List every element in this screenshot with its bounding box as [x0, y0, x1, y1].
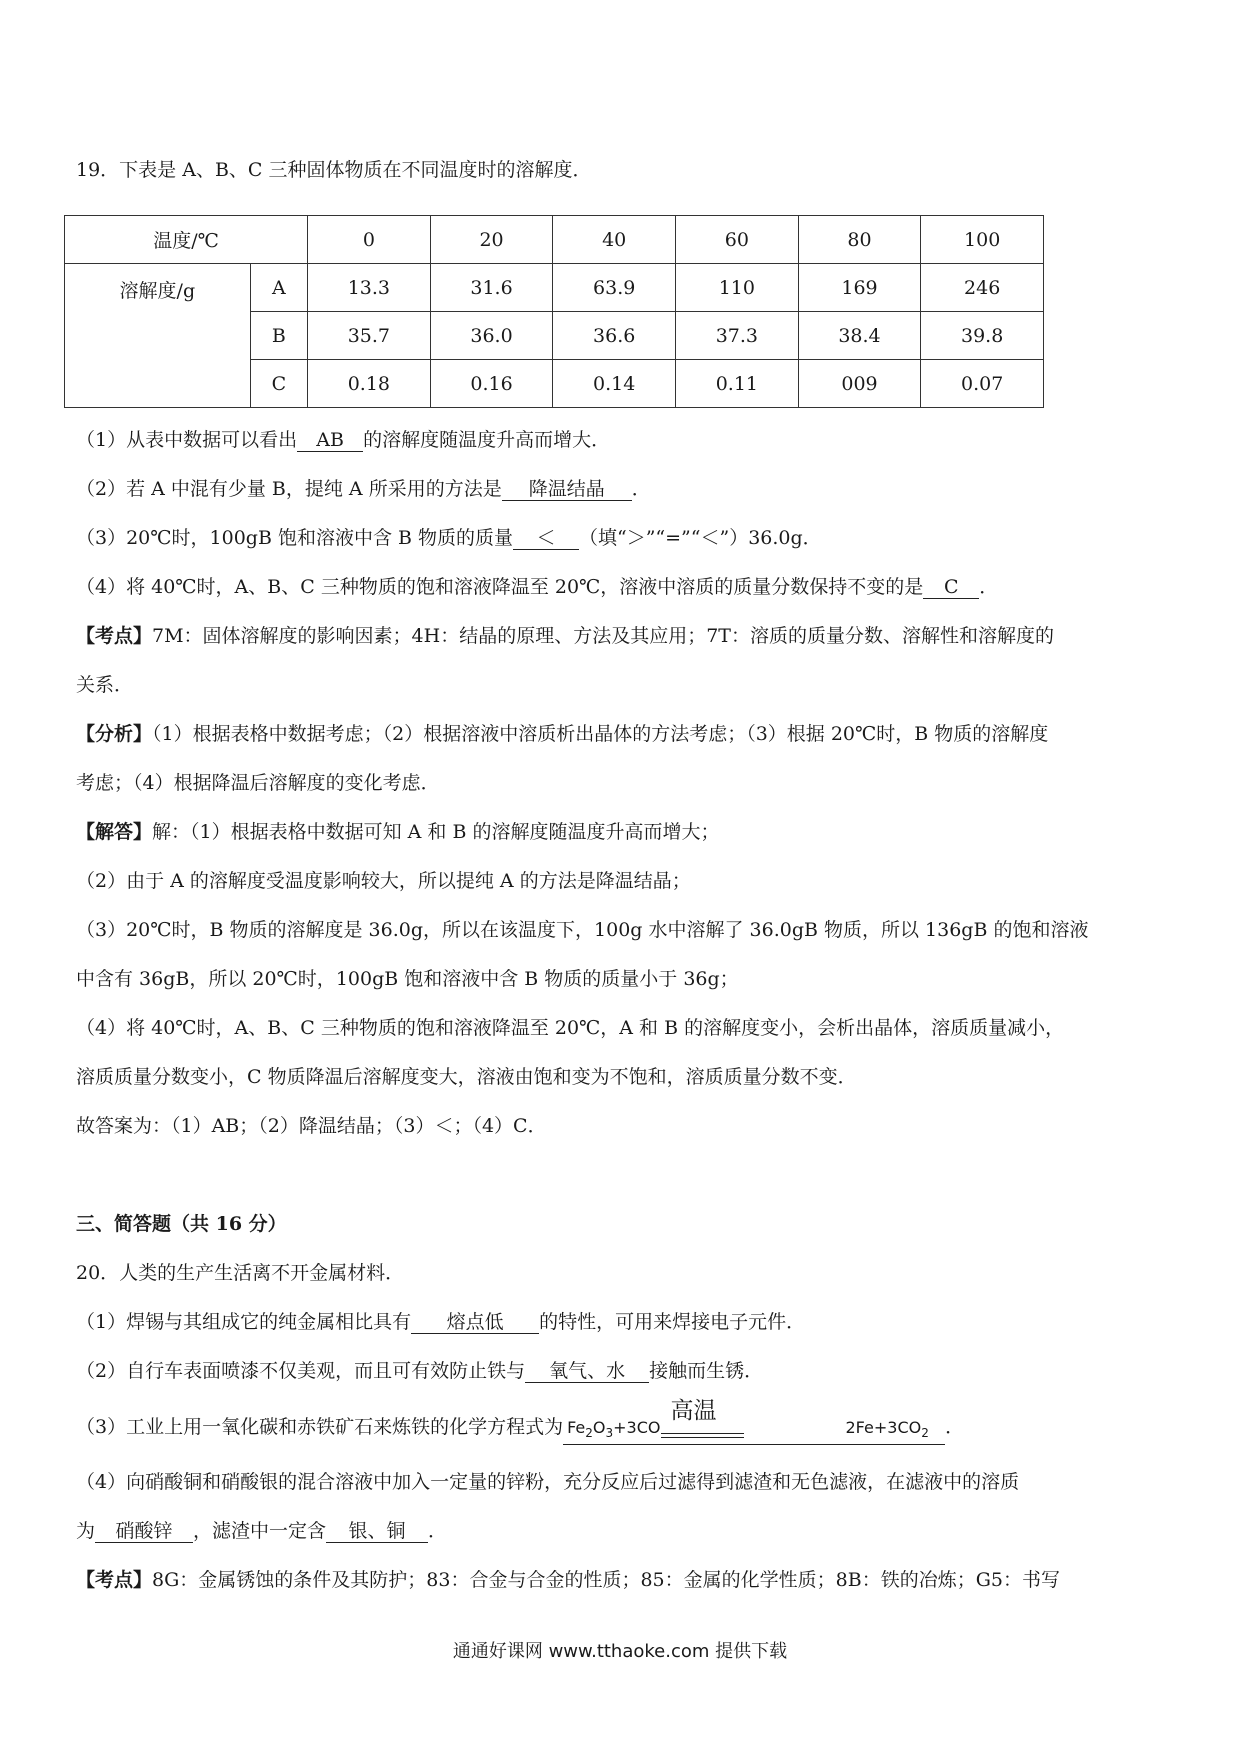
table-row — [65, 264, 1044, 312]
value-cell: 37.3 — [676, 312, 799, 360]
answer-blank: AB — [297, 429, 363, 452]
q19-part4 — [76, 575, 998, 599]
text: O — [592, 1418, 606, 1437]
q19-jieda-5: （4）将 40℃时，A、B、C 三种物质的饱和溶液降温至 20℃，A 和 B 的溶解度变小，会析出晶体，溶质质量减小， — [76, 1017, 1065, 1039]
text: 8G：金属锈蚀的条件及其防护；83：合金与合金的性质；85：金属的化学性质；8B：铁的冶炼；G5：书写 — [152, 1569, 1060, 1591]
tag: 【解答】 — [76, 821, 153, 843]
value-cell: 246 — [921, 264, 1044, 312]
temp-cell: 100 — [921, 216, 1044, 264]
answer-blank: 氧气、水 — [525, 1360, 649, 1383]
text: ． — [945, 1416, 965, 1438]
text: Fe — [567, 1418, 586, 1437]
answer-blank: 硝酸锌 — [95, 1520, 193, 1543]
value-cell: 0.16 — [430, 360, 553, 408]
value-cell: 0.14 — [553, 360, 676, 408]
q19-fenxi-cont: 考虑；（4）根据降温后溶解度的变化考虑． — [76, 772, 440, 794]
reaction-arrow — [661, 1398, 846, 1444]
text: （3）20℃时，100gB 饱和溶液中含 B 物质的质量 — [76, 527, 513, 549]
equation-blank — [563, 1398, 945, 1445]
text: （1）焊锡与其组成它的纯金属相比具有 — [76, 1311, 412, 1333]
temp-cell: 80 — [798, 216, 921, 264]
value-cell: 110 — [676, 264, 799, 312]
value-cell: 0.07 — [921, 360, 1044, 408]
answer-blank: 银、铜 — [326, 1520, 428, 1543]
section-title: 三、简答题（共 16 分） — [76, 1213, 287, 1235]
tag: 【考点】 — [76, 625, 153, 647]
substance-cell: B — [250, 312, 307, 360]
temp-cell: 60 — [676, 216, 799, 264]
text: ． — [979, 576, 999, 598]
q19-jieda — [76, 820, 719, 844]
value-cell: 36.6 — [553, 312, 676, 360]
equation-lhs — [563, 1418, 661, 1441]
temp-cell: 40 — [553, 216, 676, 264]
text: 的溶解度随温度升高而增大． — [363, 429, 611, 451]
text: （2）自行车表面喷漆不仅美观，而且可有效防止铁与 — [76, 1360, 526, 1382]
substance-cell: C — [250, 360, 307, 408]
solubility-label-cell: 溶解度/g — [65, 264, 251, 408]
q19-jieda-2: （2）由于 A 的溶解度受温度影响较大，所以提纯 A 的方法是降温结晶； — [76, 870, 691, 892]
q19-kaodian — [76, 624, 1054, 648]
tag: 【分析】 — [76, 723, 153, 745]
text: 7M：固体溶解度的影响因素；4H：结晶的原理、方法及其应用；7T：溶质的质量分数、溶解性和溶解度的 — [152, 625, 1054, 647]
answer-blank: 熔点低 — [411, 1311, 539, 1334]
q19-jieda-6: 溶质质量分数变小，C 物质降温后溶解度变大，溶液由饱和变为不饱和，溶质质量分数不变． — [76, 1066, 857, 1088]
temp-cell: 0 — [308, 216, 431, 264]
value-cell: 0.18 — [308, 360, 431, 408]
text: 的特性，可用来焊接电子元件． — [539, 1311, 806, 1333]
text: （1）从表中数据可以看出 — [76, 429, 298, 451]
page-footer: 通通好课网 www.tthaoke.com 提供下载 — [452, 1641, 788, 1662]
text: ，滤渣中一定含 — [193, 1520, 327, 1542]
text: 解：（1）根据表格中数据可知 A 和 B 的溶解度随温度升高而增大； — [152, 821, 720, 843]
value-cell: 63.9 — [553, 264, 676, 312]
text: ． — [428, 1520, 448, 1542]
value-cell: 35.7 — [308, 312, 431, 360]
q19-part3 — [76, 526, 822, 550]
q19-part1 — [76, 428, 610, 452]
q19-kaodian-cont: 关系． — [76, 674, 134, 696]
value-cell: 0.11 — [676, 360, 799, 408]
text: 2Fe+3CO — [845, 1418, 922, 1437]
subscript: 2 — [585, 1426, 593, 1441]
q19-part2 — [76, 477, 651, 501]
text: +3CO — [613, 1418, 661, 1437]
value-cell: 169 — [798, 264, 921, 312]
text: （3）工业上用一氧化碳和赤铁矿石来炼铁的化学方程式为 — [76, 1416, 564, 1438]
q20-kaodian — [76, 1568, 1060, 1592]
text: ． — [631, 478, 651, 500]
tag: 【考点】 — [76, 1569, 153, 1591]
value-cell: 009 — [798, 360, 921, 408]
temp-cell: 20 — [430, 216, 553, 264]
q20-part3 — [76, 1398, 965, 1445]
q20-part4: （4）向硝酸铜和硝酸银的混合溶液中加入一定量的锌粉，充分反应后过滤得到滤渣和无色滤液，在滤液中的溶质 — [76, 1471, 1020, 1493]
text: （4）将 40℃时，A、B、C 三种物质的饱和溶液降温至 20℃，溶液中溶质的质量分数保持不变的是 — [76, 576, 924, 598]
value-cell: 31.6 — [430, 264, 553, 312]
q20-part2 — [76, 1359, 763, 1383]
q19-jieda-3: （3）20℃时，B 物质的溶解度是 36.0g，所以在该温度下，100g 水中溶解了 36.0gB 物质，所以 136gB 的饱和溶液 — [76, 919, 1089, 941]
answer-blank: C — [923, 576, 979, 599]
text: 接触而生锈． — [649, 1360, 764, 1382]
table-header-row — [65, 216, 1044, 264]
subscript: 3 — [605, 1426, 614, 1441]
equation-rhs — [845, 1418, 929, 1441]
answer-blank: 降温结晶 — [502, 478, 632, 501]
q20-part1 — [76, 1310, 805, 1334]
temp-label-cell: 温度/℃ — [65, 216, 308, 264]
substance-cell: A — [250, 264, 307, 312]
q19-jieda-4: 中含有 36gB，所以 20℃时，100gB 饱和溶液中含 B 物质的质量小于 36g； — [76, 968, 739, 990]
q20-stem: 20．人类的生产生活离不开金属材料． — [76, 1262, 405, 1284]
subscript: 2 — [921, 1426, 929, 1441]
text: （填“＞”“=”“＜”）36.0g． — [579, 527, 822, 549]
answer-blank: ＜ — [513, 527, 579, 550]
value-cell: 36.0 — [430, 312, 553, 360]
q20-part4-cont — [76, 1519, 447, 1543]
text: 为 — [76, 1520, 96, 1542]
value-cell: 13.3 — [308, 264, 431, 312]
q19-answer: 故答案为：（1）AB；（2）降温结晶；（3）＜；（4）C． — [76, 1115, 547, 1137]
text: （2）若 A 中混有少量 B，提纯 A 所采用的方法是 — [76, 478, 502, 500]
value-cell: 38.4 — [798, 312, 921, 360]
text: （1）根据表格中数据考虑；（2）根据溶液中溶质析出晶体的方法考虑；（3）根据 20℃时，B 物质的溶解度 — [152, 723, 1049, 745]
value-cell: 39.8 — [921, 312, 1044, 360]
solubility-table — [64, 215, 1044, 408]
q19-fenxi — [76, 722, 1048, 746]
reaction-condition: 高温 — [670, 1398, 717, 1425]
q19-stem: 19．下表是 A、B、C 三种固体物质在不同温度时的溶解度． — [76, 159, 592, 181]
